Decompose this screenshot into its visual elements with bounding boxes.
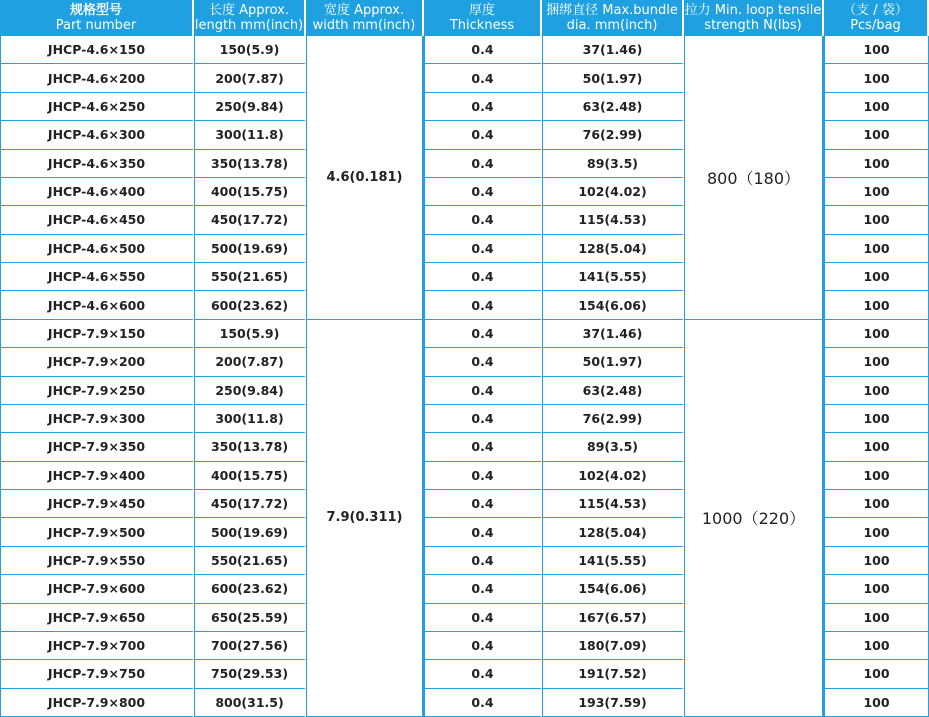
header-row — [0, 0, 929, 36]
part-number-cell: JHCP-4.6×450 — [0, 206, 194, 234]
part-number-cell: JHCP-4.6×600 — [0, 291, 194, 319]
header-thickness — [424, 0, 542, 36]
part-number-cell: JHCP-7.9×550 — [0, 547, 194, 575]
header-length — [194, 0, 306, 36]
thickness-cell: 0.4 — [424, 93, 542, 121]
thickness-cell: 0.4 — [424, 575, 542, 603]
thickness-cell: 0.4 — [424, 405, 542, 433]
part-number-cell: JHCP-7.9×400 — [0, 462, 194, 490]
bundle-dia-cell: 128(5.04) — [542, 518, 684, 546]
thickness-cell: 0.4 — [424, 490, 542, 518]
pcs-per-bag-cell: 100 — [824, 93, 929, 121]
header-length-en: length mm(inch) — [194, 18, 304, 33]
part-number-cell: JHCP-7.9×800 — [0, 689, 194, 717]
pcs-per-bag-cell: 100 — [824, 604, 929, 632]
thickness-cell: 0.4 — [424, 660, 542, 688]
pcs-per-bag-cell: 100 — [824, 178, 929, 206]
part-number-cell: JHCP-4.6×400 — [0, 178, 194, 206]
thickness-cell: 0.4 — [424, 689, 542, 717]
part-number-cell: JHCP-7.9×750 — [0, 660, 194, 688]
pcs-per-bag-cell: 100 — [824, 689, 929, 717]
thickness-cell: 0.4 — [424, 121, 542, 149]
bundle-dia-cell: 37(1.46) — [542, 36, 684, 64]
pcs-per-bag-cell: 100 — [824, 150, 929, 178]
bundle-dia-cell: 141(5.55) — [542, 547, 684, 575]
length-cell: 150(5.9) — [194, 36, 306, 64]
thickness-cell: 0.4 — [424, 206, 542, 234]
part-number-cell: JHCP-7.9×250 — [0, 377, 194, 405]
bundle-dia-cell: 37(1.46) — [542, 320, 684, 348]
pcs-per-bag-cell: 100 — [824, 490, 929, 518]
header-thickness-cn: 厚度 — [468, 3, 495, 18]
bundle-dia-cell: 50(1.97) — [542, 348, 684, 376]
thickness-cell: 0.4 — [424, 433, 542, 461]
header-bundle-dia-cn: 捆绑直径 Max.bundle — [546, 3, 678, 18]
length-cell: 350(13.78) — [194, 150, 306, 178]
header-part-number-en: Part number — [55, 18, 137, 33]
header-pcs-bag-cn: （支 / 袋） — [843, 3, 908, 18]
header-width-en: width mm(inch) — [312, 18, 416, 33]
pcs-per-bag-cell: 100 — [824, 291, 929, 319]
thickness-cell: 0.4 — [424, 462, 542, 490]
length-cell: 400(15.75) — [194, 462, 306, 490]
header-tensile-cn: 拉力 Min. loop tensile — [684, 3, 822, 18]
part-number-cell: JHCP-7.9×200 — [0, 348, 194, 376]
header-pcs-bag — [824, 0, 929, 36]
bundle-dia-cell: 63(2.48) — [542, 377, 684, 405]
bundle-dia-cell: 191(7.52) — [542, 660, 684, 688]
length-cell: 250(9.84) — [194, 93, 306, 121]
thickness-cell: 0.4 — [424, 64, 542, 92]
part-number-cell: JHCP-4.6×300 — [0, 121, 194, 149]
thickness-cell: 0.4 — [424, 547, 542, 575]
length-cell: 200(7.87) — [194, 348, 306, 376]
thickness-cell: 0.4 — [424, 320, 542, 348]
header-bundle-dia-en: dia. mm(inch) — [566, 18, 658, 33]
part-number-cell: JHCP-4.6×550 — [0, 263, 194, 291]
header-width-cn: 宽度 Approx. — [324, 3, 404, 18]
part-number-cell: JHCP-4.6×350 — [0, 150, 194, 178]
length-cell: 700(27.56) — [194, 632, 306, 660]
thickness-cell: 0.4 — [424, 36, 542, 64]
header-part-number-cn: 规格型号 — [69, 3, 122, 18]
tensile-cell: 1000（220） — [684, 320, 824, 717]
pcs-per-bag-cell: 100 — [824, 320, 929, 348]
bundle-dia-cell: 128(5.04) — [542, 235, 684, 263]
part-number-cell: JHCP-4.6×200 — [0, 64, 194, 92]
part-number-cell: JHCP-7.9×650 — [0, 604, 194, 632]
pcs-per-bag-cell: 100 — [824, 263, 929, 291]
thickness-cell: 0.4 — [424, 291, 542, 319]
table-row — [0, 36, 929, 64]
part-number-cell: JHCP-7.9×450 — [0, 490, 194, 518]
pcs-per-bag-cell: 100 — [824, 64, 929, 92]
bundle-dia-cell: 193(7.59) — [542, 689, 684, 717]
thickness-cell: 0.4 — [424, 178, 542, 206]
part-number-cell: JHCP-7.9×600 — [0, 575, 194, 603]
bundle-dia-cell: 50(1.97) — [542, 64, 684, 92]
thickness-cell: 0.4 — [424, 604, 542, 632]
part-number-cell: JHCP-7.9×350 — [0, 433, 194, 461]
part-number-cell: JHCP-7.9×300 — [0, 405, 194, 433]
table-row — [0, 320, 929, 348]
part-number-cell: JHCP-7.9×700 — [0, 632, 194, 660]
bundle-dia-cell: 63(2.48) — [542, 93, 684, 121]
part-number-cell: JHCP-7.9×500 — [0, 518, 194, 546]
length-cell: 300(11.8) — [194, 121, 306, 149]
bundle-dia-cell: 154(6.06) — [542, 575, 684, 603]
pcs-per-bag-cell: 100 — [824, 348, 929, 376]
thickness-cell: 0.4 — [424, 348, 542, 376]
bundle-dia-cell: 167(6.57) — [542, 604, 684, 632]
length-cell: 500(19.69) — [194, 518, 306, 546]
bundle-dia-cell: 76(2.99) — [542, 405, 684, 433]
bundle-dia-cell: 141(5.55) — [542, 263, 684, 291]
width-cell: 4.6(0.181) — [306, 36, 424, 320]
length-cell: 200(7.87) — [194, 64, 306, 92]
length-cell: 600(23.62) — [194, 291, 306, 319]
length-cell: 350(13.78) — [194, 433, 306, 461]
pcs-per-bag-cell: 100 — [824, 462, 929, 490]
length-cell: 400(15.75) — [194, 178, 306, 206]
header-pcs-bag-en: Pcs/bag — [850, 18, 901, 33]
bundle-dia-cell: 154(6.06) — [542, 291, 684, 319]
bundle-dia-cell: 180(7.09) — [542, 632, 684, 660]
bundle-dia-cell: 102(4.02) — [542, 462, 684, 490]
length-cell: 550(21.65) — [194, 547, 306, 575]
pcs-per-bag-cell: 100 — [824, 235, 929, 263]
length-cell: 650(25.59) — [194, 604, 306, 632]
pcs-per-bag-cell: 100 — [824, 547, 929, 575]
pcs-per-bag-cell: 100 — [824, 405, 929, 433]
tensile-cell: 800（180） — [684, 36, 824, 320]
pcs-per-bag-cell: 100 — [824, 433, 929, 461]
part-number-cell: JHCP-4.6×500 — [0, 235, 194, 263]
bundle-dia-cell: 76(2.99) — [542, 121, 684, 149]
width-cell: 7.9(0.311) — [306, 320, 424, 717]
header-length-cn: 长度 Approx. — [209, 3, 289, 18]
thickness-cell: 0.4 — [424, 235, 542, 263]
thickness-cell: 0.4 — [424, 377, 542, 405]
thickness-cell: 0.4 — [424, 263, 542, 291]
length-cell: 250(9.84) — [194, 377, 306, 405]
header-bundle-dia — [542, 0, 684, 36]
header-tensile-en: strength N(lbs) — [704, 18, 802, 33]
length-cell: 300(11.8) — [194, 405, 306, 433]
pcs-per-bag-cell: 100 — [824, 518, 929, 546]
bundle-dia-cell: 89(3.5) — [542, 433, 684, 461]
thickness-cell: 0.4 — [424, 632, 542, 660]
length-cell: 500(19.69) — [194, 235, 306, 263]
length-cell: 450(17.72) — [194, 490, 306, 518]
part-number-cell: JHCP-4.6×150 — [0, 36, 194, 64]
spec-body — [0, 36, 929, 717]
part-number-cell: JHCP-7.9×150 — [0, 320, 194, 348]
pcs-per-bag-cell: 100 — [824, 121, 929, 149]
part-number-cell: JHCP-4.6×250 — [0, 93, 194, 121]
pcs-per-bag-cell: 100 — [824, 632, 929, 660]
pcs-per-bag-cell: 100 — [824, 36, 929, 64]
pcs-per-bag-cell: 100 — [824, 575, 929, 603]
length-cell: 550(21.65) — [194, 263, 306, 291]
pcs-per-bag-cell: 100 — [824, 377, 929, 405]
length-cell: 800(31.5) — [194, 689, 306, 717]
pcs-per-bag-cell: 100 — [824, 206, 929, 234]
header-tensile — [684, 0, 824, 36]
pcs-per-bag-cell: 100 — [824, 660, 929, 688]
thickness-cell: 0.4 — [424, 150, 542, 178]
length-cell: 150(5.9) — [194, 320, 306, 348]
bundle-dia-cell: 115(4.53) — [542, 206, 684, 234]
header-thickness-en: Thickness — [449, 18, 515, 33]
bundle-dia-cell: 102(4.02) — [542, 178, 684, 206]
header-width — [306, 0, 424, 36]
length-cell: 600(23.62) — [194, 575, 306, 603]
thickness-cell: 0.4 — [424, 518, 542, 546]
length-cell: 450(17.72) — [194, 206, 306, 234]
header-part-number — [0, 0, 194, 36]
bundle-dia-cell: 89(3.5) — [542, 150, 684, 178]
bundle-dia-cell: 115(4.53) — [542, 490, 684, 518]
length-cell: 750(29.53) — [194, 660, 306, 688]
